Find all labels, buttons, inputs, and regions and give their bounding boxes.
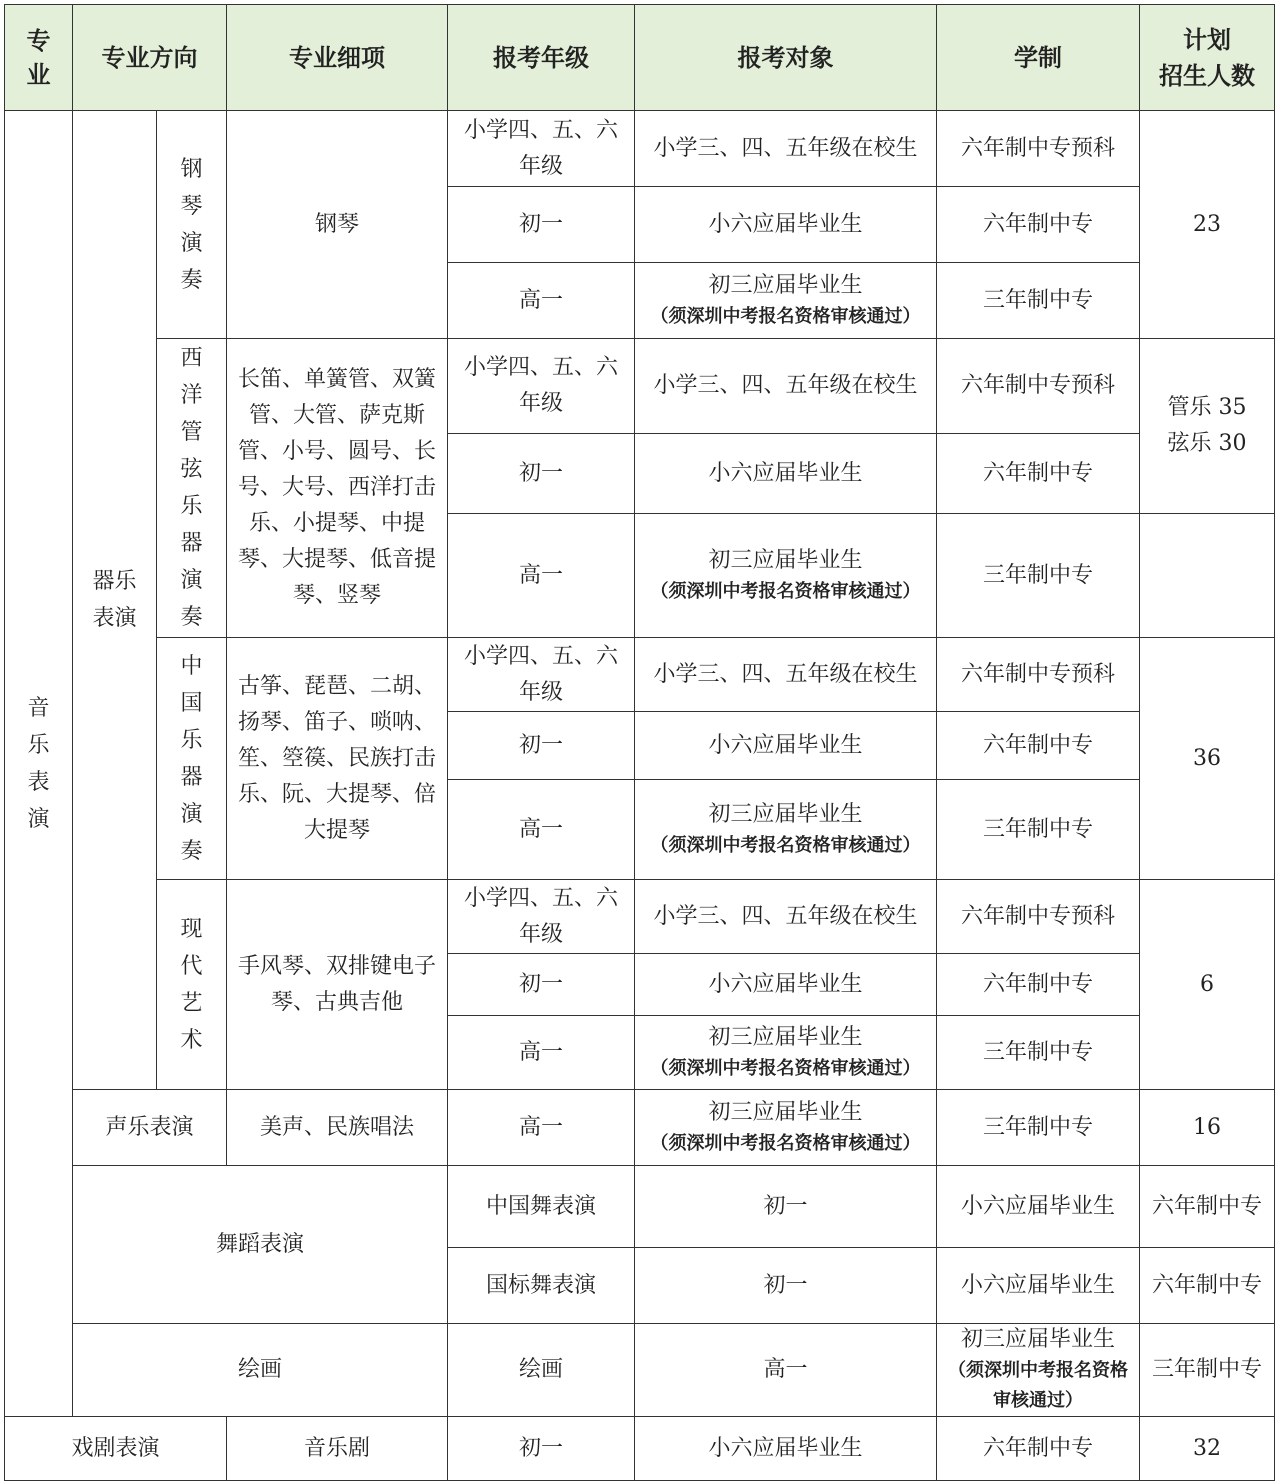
target-note: （须深圳中考报名资格审核通过） [650,305,921,327]
target-text: 初三应届毕业生 [708,272,863,298]
system-cell: 六年制中专预科 [937,880,1140,954]
table-row [5,1417,1275,1481]
grade-cell: 高一 [448,780,635,880]
grade-cell: 初一 [448,187,635,263]
target-cell: 小六应届毕业生 [635,954,937,1016]
plan-western-line2: 弦乐 30 [1167,431,1247,456]
system-cell: 三年制中专 [937,780,1140,880]
grade-cell: 初一 [448,1417,635,1481]
header-grade: 报考年级 [448,5,635,111]
plan-modern: 6 [1140,880,1275,1090]
major-music-cell [5,111,73,1417]
header-plan-line2: 招生人数 [1159,61,1255,90]
target-cell [635,1016,937,1090]
table-row [5,1090,1275,1166]
header-target: 报考对象 [635,5,937,111]
header-direction: 专业方向 [73,5,227,111]
detail-drama: 音乐剧 [227,1417,448,1481]
target-text: 初三应届毕业生 [708,1099,863,1125]
target-cell: 小六应届毕业生 [937,1166,1140,1248]
grade-text: 小学四、五、六年级 [463,355,618,416]
major-music-label: 音乐表演 [27,695,50,832]
system-cell: 六年制中专预科 [937,111,1140,187]
grade-cell: 高一 [448,1090,635,1166]
target-cell: 小学三、四、五年级在校生 [635,638,937,712]
subdir-western-label: 西洋管弦乐器演奏 [180,346,203,630]
table-row [5,638,1275,712]
target-text: 初三应届毕业生 [708,801,863,827]
plan-drama: 32 [1140,1417,1275,1481]
system-cell: 六年制中专预科 [937,638,1140,712]
target-cell: 小六应届毕业生 [937,1248,1140,1324]
table-row [5,1166,1275,1248]
table-row [5,880,1275,954]
grade-cell: 初一 [448,434,635,514]
system-cell: 六年制中专 [937,1417,1140,1481]
plan-western-line1: 管乐 35 [1167,395,1247,420]
enrollment-table [4,4,1275,1481]
system-cell: 六年制中专 [1140,1166,1275,1248]
target-cell: 小六应届毕业生 [635,1417,937,1481]
target-cell [937,1324,1140,1417]
header-plan [1140,5,1275,111]
grade-text: 小学四、五、六年级 [463,643,618,705]
target-text: 初三应届毕业生 [708,1024,863,1050]
system-cell: 三年制中专 [937,1090,1140,1166]
system-cell: 三年制中专 [1140,1324,1275,1417]
header-plan-line1: 计划 [1183,25,1231,54]
header-major-text: 专业 [26,26,51,89]
system-cell: 六年制中专 [937,712,1140,780]
detail-painting: 绘画 [448,1324,635,1417]
system-cell: 六年制中专 [937,434,1140,514]
target-cell [635,1090,937,1166]
target-cell: 小六应届毕业生 [635,434,937,514]
grade-cell: 高一 [635,1324,937,1417]
system-cell: 六年制中专 [937,187,1140,263]
plan-western-empty [1140,514,1275,638]
target-cell: 小学三、四、五年级在校生 [635,880,937,954]
direction-painting: 绘画 [73,1324,448,1417]
target-cell [635,780,937,880]
table-row [5,1324,1275,1417]
grade-cell: 高一 [448,514,635,638]
target-cell: 小六应届毕业生 [635,712,937,780]
target-cell [635,263,937,339]
detail-chinese: 古筝、琵琶、二胡、扬琴、笛子、唢呐、笙、箜篌、民族打击乐、阮、大提琴、倍大提琴 [227,638,448,880]
detail-dance-chinese: 中国舞表演 [448,1166,635,1248]
detail-vocal: 美声、民族唱法 [227,1090,448,1166]
grade-cell: 初一 [635,1166,937,1248]
subdir-western-cell [157,339,227,638]
grade-text: 小学四、五、六年级 [463,885,618,947]
grade-cell: 初一 [635,1248,937,1324]
grade-cell: 高一 [448,1016,635,1090]
system-cell: 三年制中专 [937,514,1140,638]
system-cell: 三年制中专 [937,1016,1140,1090]
target-text: 初三应届毕业生 [708,547,863,573]
grade-cell: 初一 [448,954,635,1016]
plan-piano: 23 [1140,111,1275,339]
system-cell: 六年制中专 [1140,1248,1275,1324]
subdir-piano-label: 钢琴演奏 [180,156,203,293]
grade-cell: 初一 [448,712,635,780]
subdir-modern-cell [157,880,227,1090]
detail-dance-ballroom: 国标舞表演 [448,1248,635,1324]
direction-instrumental-cell [73,111,157,1090]
direction-instrumental-label: 器乐表演 [92,569,137,631]
target-note: （须深圳中考报名资格审核通过） [650,580,921,602]
subdir-chinese-label: 中国乐器演奏 [180,653,203,864]
plan-chinese: 36 [1140,638,1275,880]
plan-vocal: 16 [1140,1090,1275,1166]
grade-cell [448,339,635,434]
system-cell: 六年制中专预科 [937,339,1140,434]
table-row [5,339,1275,434]
header-row [5,5,1275,111]
target-cell [635,514,937,638]
grade-cell [448,880,635,954]
detail-western: 长笛、单簧管、双簧管、大管、萨克斯管、小号、圆号、长号、大号、西洋打击乐、小提琴、中提琴、大提琴、低音提琴、竖琴 [227,339,448,638]
target-note: （须深圳中考报名资格审核通过） [650,1057,921,1079]
header-major [5,5,73,111]
grade-cell [448,111,635,187]
direction-drama: 戏剧表演 [5,1417,227,1481]
target-note: （须深圳中考报名资格审核通过） [650,834,921,856]
target-cell: 小六应届毕业生 [635,187,937,263]
table-row [5,111,1275,187]
target-note: （须深圳中考报名资格审核通过） [650,1132,921,1154]
grade-text: 小学四、五、六年级 [463,117,618,179]
direction-vocal: 声乐表演 [73,1090,227,1166]
target-note: （须深圳中考报名资格审核通过） [948,1360,1128,1411]
grade-cell [448,638,635,712]
plan-western [1140,339,1275,514]
detail-modern: 手风琴、双排键电子琴、古典吉他 [227,880,448,1090]
direction-dance: 舞蹈表演 [73,1166,448,1324]
subdir-chinese-cell [157,638,227,880]
target-cell: 小学三、四、五年级在校生 [635,111,937,187]
target-text: 初三应届毕业生 [960,1327,1115,1352]
target-cell: 小学三、四、五年级在校生 [635,339,937,434]
system-cell: 六年制中专 [937,954,1140,1016]
header-detail: 专业细项 [227,5,448,111]
subdir-piano-cell [157,111,227,339]
detail-piano: 钢琴 [227,111,448,339]
subdir-modern-label: 现代艺术 [180,916,203,1053]
grade-cell: 高一 [448,263,635,339]
header-system: 学制 [937,5,1140,111]
system-cell: 三年制中专 [937,263,1140,339]
